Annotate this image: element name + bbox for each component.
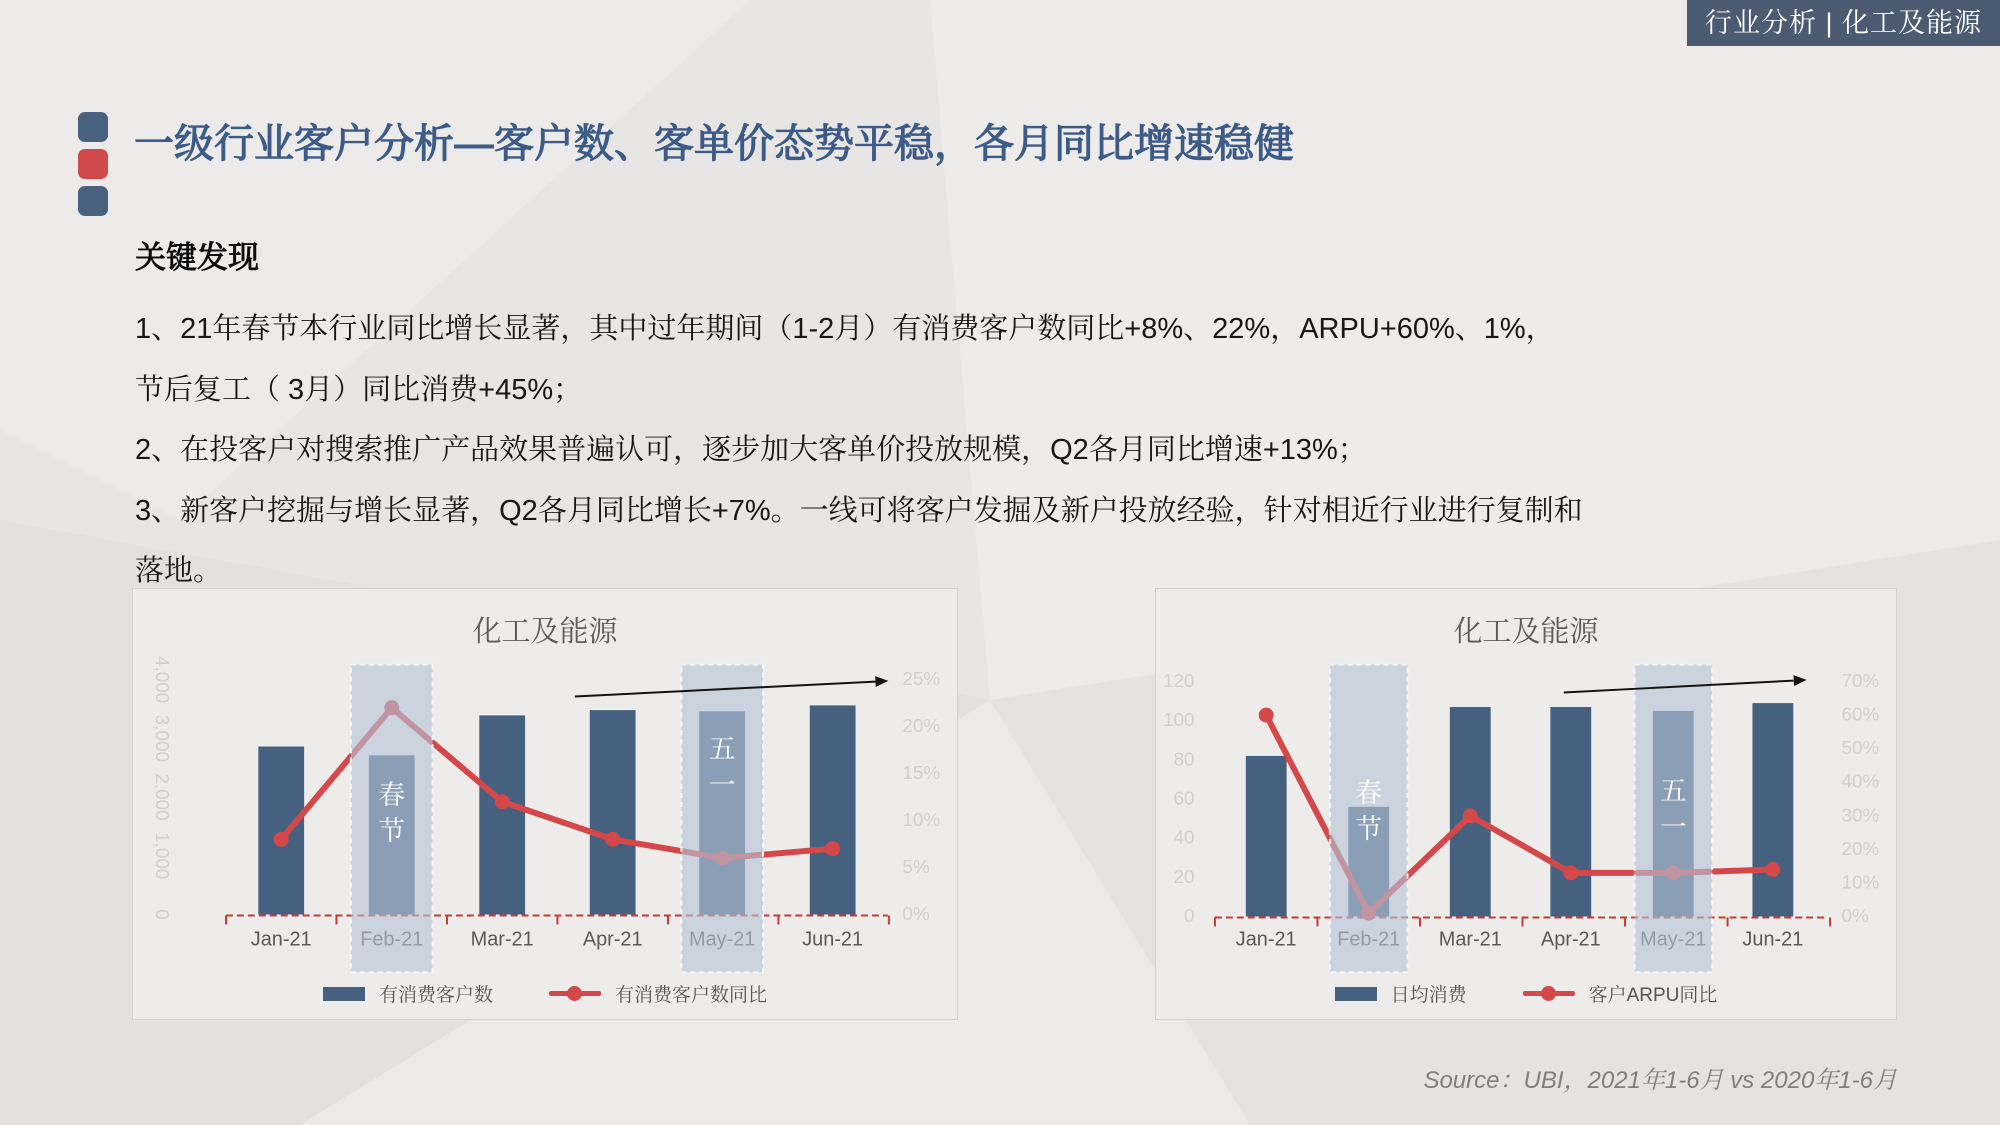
finding-line: 落地。 [135, 555, 223, 587]
svg-text:春: 春 [378, 780, 406, 810]
svg-text:3,000: 3,000 [150, 714, 172, 762]
svg-text:春: 春 [1355, 778, 1383, 809]
chart-title: 化工及能源 [472, 616, 618, 648]
svg-text:80: 80 [1173, 749, 1195, 771]
page-title: 一级行业客户分析—客户数、客单价态势平稳，各月同比增速稳健 [134, 122, 1294, 166]
legend-line-label: 有消费客户数同比 [615, 985, 768, 1006]
svg-text:Jun-21: Jun-21 [1742, 928, 1804, 951]
svg-text:1,000: 1,000 [150, 832, 172, 880]
svg-text:Mar-21: Mar-21 [470, 928, 534, 951]
deco-square-blue-top [78, 112, 108, 142]
customer-count-chart [133, 589, 957, 1019]
svg-text:40: 40 [1173, 827, 1195, 849]
legend-bar-swatch-icon [1335, 987, 1377, 1001]
svg-text:0%: 0% [902, 903, 930, 925]
svg-text:节: 节 [1355, 813, 1383, 844]
svg-text:Jan-21: Jan-21 [250, 928, 312, 951]
finding-line: 2、在投客户对搜索推广产品效果普遍认可，逐步加大客单价投放规模，Q2各月同比增速+13%； [135, 434, 1367, 466]
svg-text:20%: 20% [902, 716, 941, 738]
svg-text:120: 120 [1162, 671, 1195, 693]
legend-line-swatch-icon [549, 991, 601, 996]
svg-text:70%: 70% [1841, 671, 1880, 693]
legend-line-label: 客户ARPU同比 [1588, 985, 1718, 1006]
key-findings-heading: 关键发现 [135, 240, 259, 275]
chart-panel-customer-count [132, 588, 958, 1020]
svg-text:节: 节 [378, 815, 406, 846]
chart-title: 化工及能源 [1453, 616, 1599, 648]
svg-text:20: 20 [1173, 866, 1195, 888]
svg-text:4,000: 4,000 [150, 655, 172, 704]
legend-bar-label: 日均消费 [1390, 985, 1467, 1006]
legend-bar-label: 有消费客户数 [378, 985, 493, 1006]
svg-text:Apr-21: Apr-21 [582, 928, 643, 951]
svg-text:5%: 5% [902, 857, 930, 879]
daily-consumption-chart [1156, 589, 1896, 1019]
svg-text:0: 0 [1184, 905, 1195, 927]
svg-text:100: 100 [1162, 710, 1195, 732]
svg-text:一: 一 [708, 770, 736, 801]
svg-text:50%: 50% [1841, 738, 1880, 760]
key-findings [135, 232, 1885, 602]
svg-text:10%: 10% [1841, 872, 1880, 894]
finding-line: 3、新客户挖掘与增长显著，Q2各月同比增长+7%。一线可将客户发掘及新户投放经验，针对相近行业进行复制和 [135, 494, 1583, 527]
svg-text:0: 0 [150, 909, 172, 920]
svg-text:2,000: 2,000 [150, 773, 172, 821]
svg-text:Jun-21: Jun-21 [802, 928, 864, 951]
svg-text:0%: 0% [1841, 905, 1869, 927]
chart-panel-daily-consumption [1155, 588, 1897, 1020]
svg-text:五: 五 [1659, 776, 1687, 807]
svg-text:15%: 15% [902, 763, 941, 785]
chart-legend [133, 980, 957, 1007]
header-badge: 行业分析 | 化工及能源 [1687, 0, 2000, 46]
svg-text:10%: 10% [902, 810, 941, 832]
legend-line-swatch-icon [1523, 991, 1575, 996]
svg-text:40%: 40% [1841, 771, 1880, 793]
deco-square-blue-bottom [78, 186, 108, 216]
chart-legend [1156, 980, 1896, 1007]
svg-text:五: 五 [708, 734, 736, 765]
finding-line: 节后复工（ 3月）同比消费+45%； [135, 373, 583, 406]
finding-line: 1、21年春节本行业同比增长显著，其中过年期间（1-2月）有消费客户数同比+8%、22%，ARPU+60%、1%， [135, 313, 1555, 345]
svg-text:一: 一 [1659, 811, 1687, 842]
deco-square-red [78, 149, 108, 179]
svg-text:Jan-21: Jan-21 [1235, 928, 1297, 951]
svg-text:60%: 60% [1841, 704, 1880, 726]
svg-text:Mar-21: Mar-21 [1438, 928, 1502, 951]
source-note: Source：UBI，2021年1-6月 vs 2020年1-6月 [1423, 1067, 1897, 1094]
svg-text:Apr-21: Apr-21 [1540, 928, 1601, 951]
svg-text:60: 60 [1173, 788, 1195, 810]
svg-text:25%: 25% [902, 669, 941, 691]
svg-text:20%: 20% [1841, 838, 1880, 860]
legend-bar-swatch-icon [323, 987, 365, 1001]
svg-text:30%: 30% [1841, 805, 1880, 827]
